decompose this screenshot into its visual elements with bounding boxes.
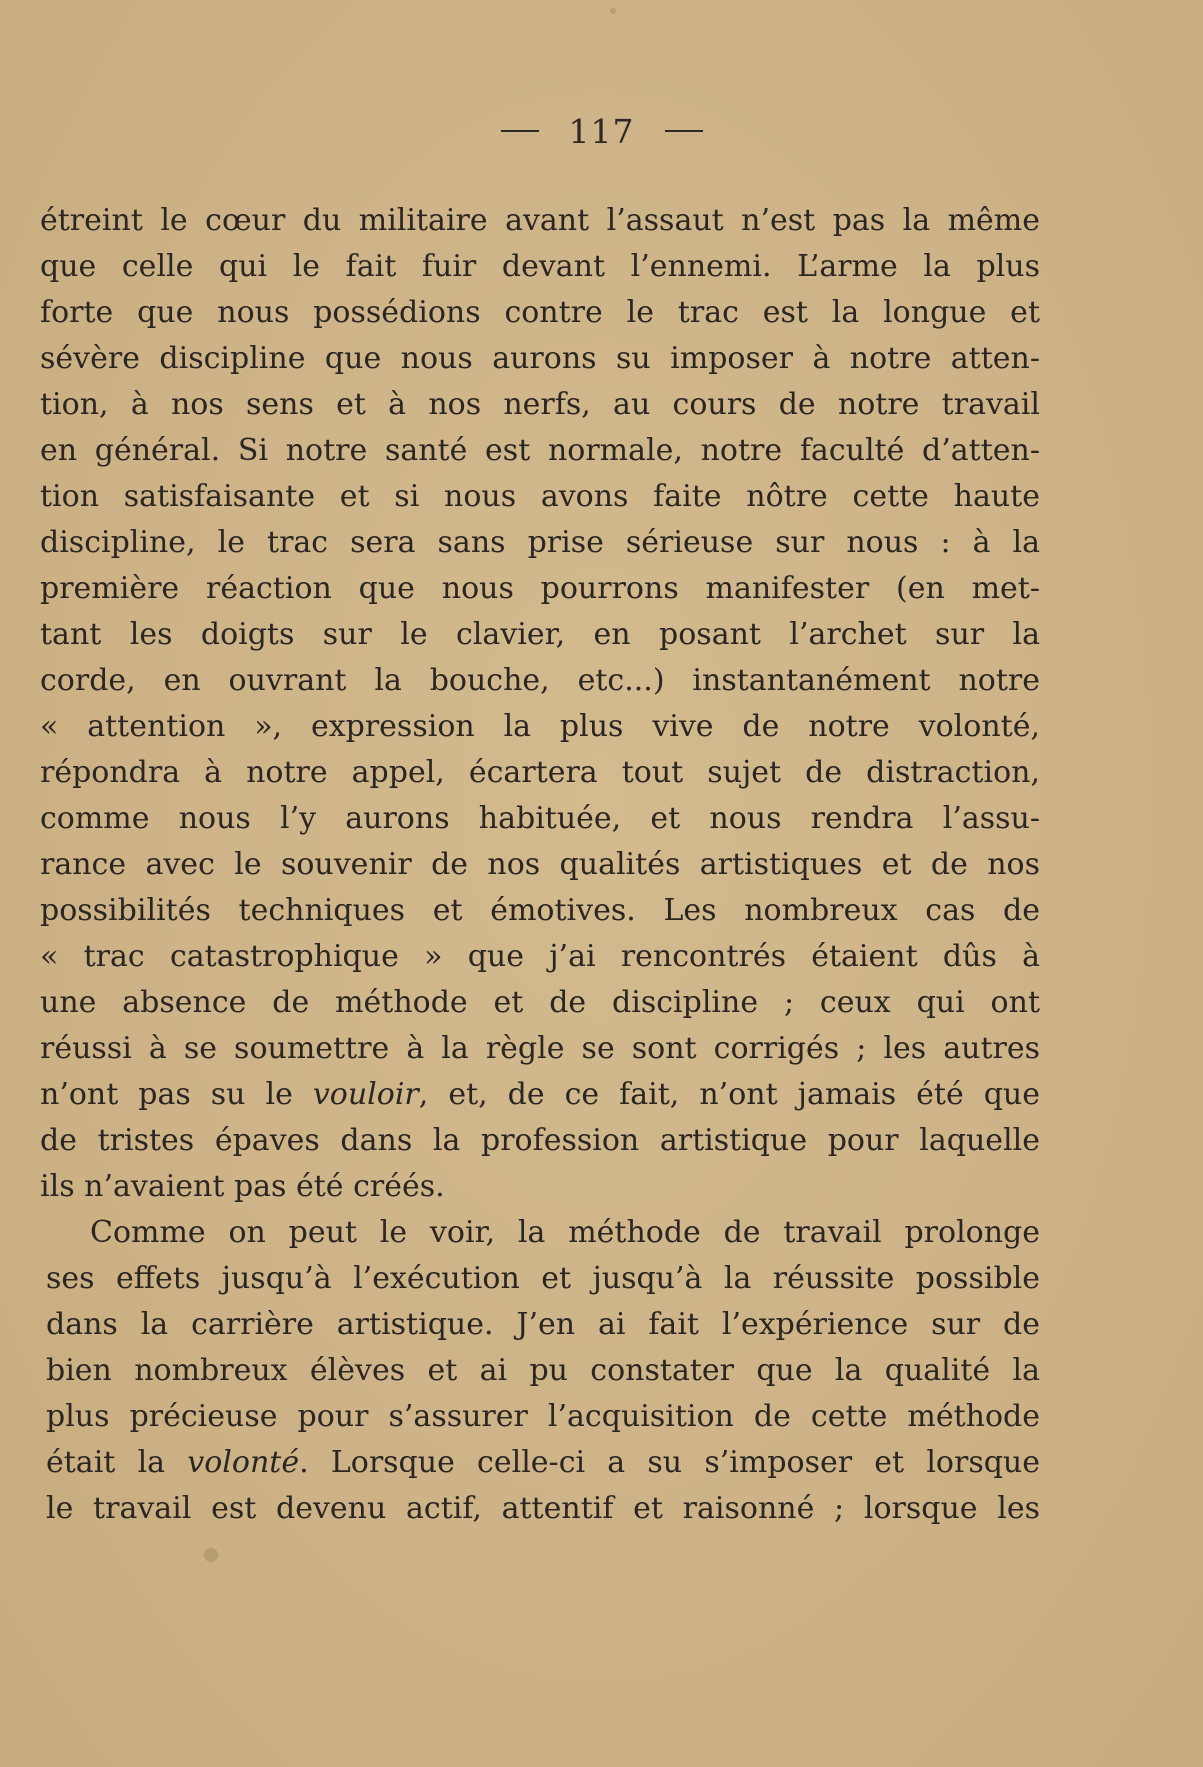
page-header [0,112,1203,151]
text-line: possibilités techniques et émotives. Les nombreux cas de [40,893,1040,928]
text-line: comme nous l’y aurons habituée, et nous rendra l’assu- [40,801,1040,836]
text-line: première réaction que nous pourrons manifester (en met- [40,571,1040,606]
text-line: Comme on peut le voir, la méthode de travail prolonge [90,1215,1040,1250]
text-line: ses effets jusqu’à l’exécution et jusqu’à la réussite possible [46,1261,1040,1296]
paragraph-1 [40,198,1040,1210]
text-line: tant les doigts sur le clavier, en posant l’archet sur la [40,617,1040,652]
page-body [40,198,1040,1532]
text-line: corde, en ouvrant la bouche, etc...) instantanément notre [40,663,1040,698]
paper-spot [610,8,616,14]
text-line: en général. Si notre santé est normale, notre faculté d’atten- [40,433,1040,468]
text-line: « attention », expression la plus vive de notre volonté, [40,709,1040,744]
text-line: bien nombreux élèves et ai pu constater que la qualité la [46,1353,1040,1388]
text-line: tion satisfaisante et si nous avons faite nôtre cette haute [40,479,1040,514]
paper-spot [204,1548,218,1562]
text-line: était la volonté. Lorsque celle-ci a su s’imposer et lorsque [46,1445,1041,1480]
italic-word: vouloir [312,1077,419,1112]
italic-word: volonté [187,1445,300,1480]
text-line: forte que nous possédions contre le trac est la longue et [40,295,1040,330]
text-line: rance avec le souvenir de nos qualités artistiques et de nos [40,847,1040,882]
text-line: de tristes épaves dans la profession artistique pour laquelle [40,1123,1040,1158]
text-line: le travail est devenu actif, attentif et raisonné ; lorsque les [46,1491,1040,1526]
text-line: que celle qui le fait fuir devant l’ennemi. L’arme la plus [40,249,1040,284]
text-line: sévère discipline que nous aurons su imposer à notre atten- [40,341,1040,376]
text-line: « trac catastrophique » que j’ai rencontrés étaient dûs à [40,939,1040,974]
text-line: ils n’avaient pas été créés. [40,1169,445,1204]
right-dash [665,130,703,132]
text-line: répondra à notre appel, écartera tout sujet de distraction, [40,755,1040,790]
text-line: dans la carrière artistique. J’en ai fait l’expérience sur de [46,1307,1040,1342]
text-line: une absence de méthode et de discipline ; ceux qui ont [40,985,1040,1020]
text-line: étreint le cœur du militaire avant l’assaut n’est pas la même [40,203,1040,238]
page-number: 117 [568,112,635,151]
text-line: tion, à nos sens et à nos nerfs, au cours de notre travail [40,387,1040,422]
left-dash [501,130,539,132]
text-line: plus précieuse pour s’assurer l’acquisition de cette méthode [46,1399,1040,1434]
text-line: discipline, le trac sera sans prise sérieuse sur nous : à la [40,525,1040,560]
paragraph-2 [40,1210,1040,1532]
text-line: n’ont pas su le vouloir, et, de ce fait, n’ont jamais été que [40,1077,1040,1112]
text-line: réussi à se soumettre à la règle se sont corrigés ; les autres [40,1031,1040,1066]
